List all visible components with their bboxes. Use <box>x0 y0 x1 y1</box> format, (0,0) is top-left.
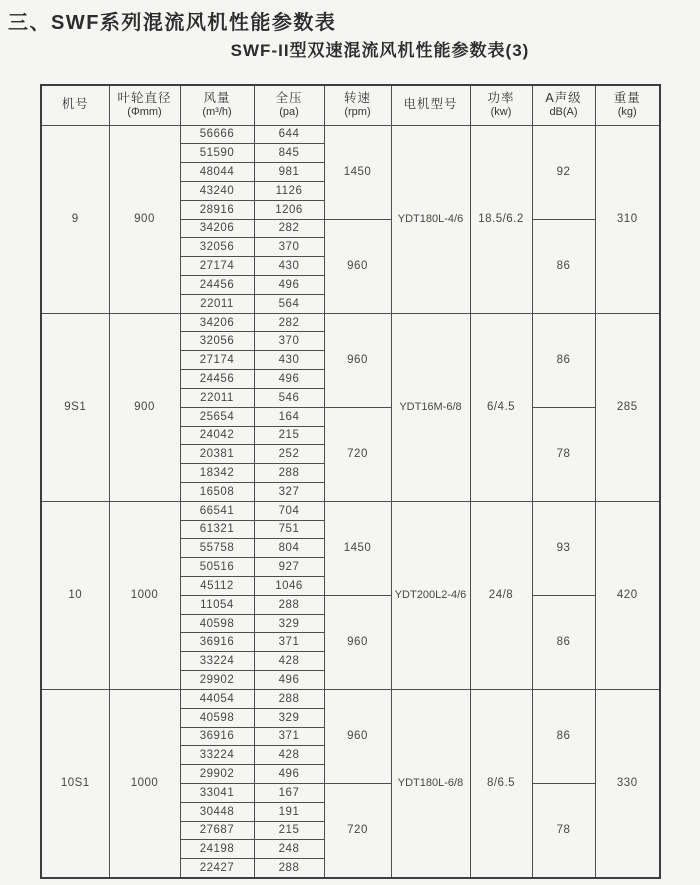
cell-fan-model: 9S1 <box>41 313 109 501</box>
cell-airflow: 34206 <box>180 219 254 238</box>
cell-speed: 1450 <box>324 125 391 219</box>
cell-airflow: 45112 <box>180 577 254 596</box>
cell-airflow: 24456 <box>180 276 254 295</box>
col-header-label: 功率 <box>487 90 515 105</box>
table-row <box>41 125 660 144</box>
cell-pressure: 215 <box>254 426 324 445</box>
cell-airflow: 36916 <box>180 727 254 746</box>
cell-airflow: 22427 <box>180 859 254 878</box>
cell-diameter: 900 <box>109 125 180 313</box>
cell-pressure: 428 <box>254 652 324 671</box>
cell-pressure: 496 <box>254 671 324 690</box>
cell-airflow: 55758 <box>180 539 254 558</box>
page-subtitle: SWF-II型双速混流风机性能参数表(3) <box>230 41 530 60</box>
cell-airflow: 34206 <box>180 313 254 332</box>
cell-pressure: 329 <box>254 708 324 727</box>
col-header-motor <box>391 85 470 125</box>
cell-airflow: 43240 <box>180 181 254 200</box>
cell-pressure: 496 <box>254 276 324 295</box>
cell-airflow: 40598 <box>180 708 254 727</box>
cell-airflow: 22011 <box>180 388 254 407</box>
cell-speed: 960 <box>324 689 391 783</box>
cell-pressure: 371 <box>254 633 324 652</box>
col-header-unit: (kw) <box>490 106 512 119</box>
params-table <box>40 84 661 879</box>
col-header-label: 全压 <box>275 90 303 105</box>
col-header-fan-no <box>41 85 109 125</box>
table-header <box>41 85 660 125</box>
cell-fan-model: 10 <box>41 501 109 689</box>
cell-airflow: 30448 <box>180 802 254 821</box>
cell-airflow: 27687 <box>180 821 254 840</box>
col-header-unit: dB(A) <box>549 106 578 119</box>
cell-pressure: 288 <box>254 595 324 614</box>
cell-pressure: 644 <box>254 125 324 144</box>
cell-pressure: 428 <box>254 746 324 765</box>
cell-diameter: 1000 <box>109 689 180 877</box>
cell-pressure: 248 <box>254 840 324 859</box>
cell-power: 8/6.5 <box>470 689 532 877</box>
cell-pressure: 1206 <box>254 200 324 219</box>
cell-diameter: 900 <box>109 313 180 501</box>
cell-motor-model: YDT180L-4/6 <box>391 125 470 313</box>
col-header-unit: (rpm) <box>344 106 371 119</box>
cell-pressure: 496 <box>254 765 324 784</box>
cell-noise: 93 <box>532 501 595 595</box>
col-header-unit: (Φmm) <box>127 106 162 119</box>
table-body <box>41 125 660 878</box>
cell-pressure: 288 <box>254 859 324 878</box>
cell-pressure: 981 <box>254 163 324 182</box>
cell-noise: 86 <box>532 689 595 783</box>
cell-noise: 78 <box>532 783 595 877</box>
cell-airflow: 51590 <box>180 144 254 163</box>
cell-airflow: 56666 <box>180 125 254 144</box>
cell-airflow: 33224 <box>180 746 254 765</box>
cell-pressure: 288 <box>254 464 324 483</box>
page-title: 三、SWF系列混流风机性能参数表 <box>8 12 337 34</box>
col-header-diameter <box>109 85 180 125</box>
cell-pressure: 282 <box>254 313 324 332</box>
table-row <box>41 501 660 520</box>
cell-power: 18.5/6.2 <box>470 125 532 313</box>
cell-airflow: 25654 <box>180 407 254 426</box>
col-header-label: 电机型号 <box>403 97 458 112</box>
cell-motor-model: YDT16M-6/8 <box>391 313 470 501</box>
cell-pressure: 371 <box>254 727 324 746</box>
cell-weight: 310 <box>595 125 660 313</box>
cell-pressure: 288 <box>254 689 324 708</box>
cell-pressure: 1126 <box>254 181 324 200</box>
cell-noise: 78 <box>532 407 595 501</box>
col-header-label: 重量 <box>613 90 641 105</box>
col-header-unit: (pa) <box>279 106 299 119</box>
cell-fan-model: 10S1 <box>41 689 109 877</box>
cell-noise: 92 <box>532 125 595 219</box>
cell-pressure: 1046 <box>254 577 324 596</box>
cell-noise: 86 <box>532 595 595 689</box>
cell-weight: 285 <box>595 313 660 501</box>
cell-airflow: 24456 <box>180 370 254 389</box>
cell-pressure: 167 <box>254 783 324 802</box>
cell-pressure: 751 <box>254 520 324 539</box>
cell-airflow: 48044 <box>180 163 254 182</box>
cell-pressure: 252 <box>254 445 324 464</box>
cell-motor-model: YDT180L-6/8 <box>391 689 470 877</box>
cell-pressure: 927 <box>254 558 324 577</box>
cell-pressure: 370 <box>254 332 324 351</box>
cell-fan-model: 9 <box>41 125 109 313</box>
cell-pressure: 215 <box>254 821 324 840</box>
cell-pressure: 430 <box>254 351 324 370</box>
col-header-unit: (m³/h) <box>202 106 232 119</box>
cell-pressure: 430 <box>254 257 324 276</box>
cell-airflow: 61321 <box>180 520 254 539</box>
col-header-label: A声级 <box>545 90 582 105</box>
cell-speed: 960 <box>324 595 391 689</box>
col-header-airflow <box>180 85 254 125</box>
cell-pressure: 496 <box>254 370 324 389</box>
cell-airflow: 32056 <box>180 332 254 351</box>
cell-speed: 960 <box>324 313 391 407</box>
cell-noise: 86 <box>532 313 595 407</box>
cell-pressure: 191 <box>254 802 324 821</box>
cell-airflow: 33041 <box>180 783 254 802</box>
table-row <box>41 689 660 708</box>
table-row <box>41 313 660 332</box>
cell-airflow: 16508 <box>180 482 254 501</box>
cell-airflow: 32056 <box>180 238 254 257</box>
col-header-label: 机号 <box>61 97 89 112</box>
cell-airflow: 20381 <box>180 445 254 464</box>
cell-speed: 1450 <box>324 501 391 595</box>
header-row <box>41 85 660 125</box>
cell-diameter: 1000 <box>109 501 180 689</box>
cell-airflow: 50516 <box>180 558 254 577</box>
cell-weight: 420 <box>595 501 660 689</box>
cell-airflow: 40598 <box>180 614 254 633</box>
table-container <box>40 84 661 879</box>
cell-airflow: 36916 <box>180 633 254 652</box>
cell-pressure: 546 <box>254 388 324 407</box>
col-header-label: 风量 <box>203 90 231 105</box>
cell-noise: 86 <box>532 219 595 313</box>
cell-pressure: 282 <box>254 219 324 238</box>
col-header-unit: (kg) <box>617 106 637 119</box>
cell-weight: 330 <box>595 689 660 877</box>
cell-airflow: 44054 <box>180 689 254 708</box>
cell-airflow: 11054 <box>180 595 254 614</box>
col-header-power <box>470 85 532 125</box>
cell-pressure: 327 <box>254 482 324 501</box>
cell-airflow: 33224 <box>180 652 254 671</box>
col-header-noise <box>532 85 595 125</box>
cell-pressure: 704 <box>254 501 324 520</box>
cell-airflow: 24198 <box>180 840 254 859</box>
cell-airflow: 18342 <box>180 464 254 483</box>
cell-airflow: 27174 <box>180 351 254 370</box>
cell-speed: 960 <box>324 219 391 313</box>
cell-airflow: 27174 <box>180 257 254 276</box>
col-header-speed <box>324 85 391 125</box>
cell-pressure: 564 <box>254 294 324 313</box>
cell-power: 24/8 <box>470 501 532 689</box>
col-header-label: 转速 <box>343 90 371 105</box>
cell-speed: 720 <box>324 783 391 877</box>
cell-pressure: 329 <box>254 614 324 633</box>
cell-power: 6/4.5 <box>470 313 532 501</box>
col-header-pressure <box>254 85 324 125</box>
cell-pressure: 845 <box>254 144 324 163</box>
cell-airflow: 29902 <box>180 671 254 690</box>
cell-airflow: 22011 <box>180 294 254 313</box>
cell-airflow: 29902 <box>180 765 254 784</box>
cell-motor-model: YDT200L2-4/6 <box>391 501 470 689</box>
col-header-weight <box>595 85 660 125</box>
cell-airflow: 66541 <box>180 501 254 520</box>
cell-speed: 720 <box>324 407 391 501</box>
cell-airflow: 24042 <box>180 426 254 445</box>
cell-pressure: 370 <box>254 238 324 257</box>
cell-airflow: 28916 <box>180 200 254 219</box>
col-header-label: 叶轮直径 <box>117 90 172 105</box>
cell-pressure: 804 <box>254 539 324 558</box>
cell-pressure: 164 <box>254 407 324 426</box>
